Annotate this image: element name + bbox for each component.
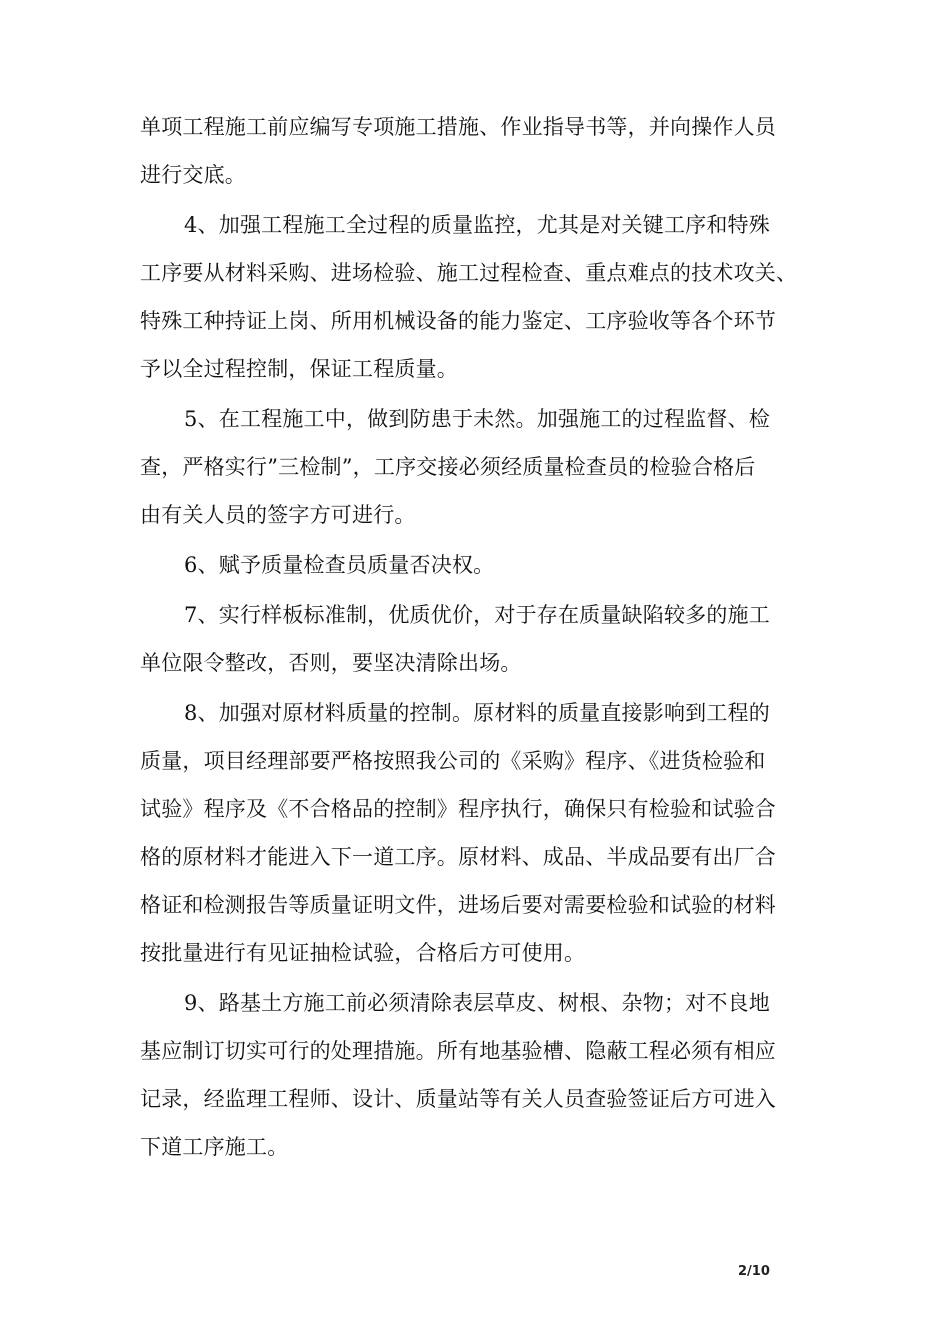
paragraph-item-7 [140, 591, 830, 687]
text-line: 9、路基土方施工前必须清除表层草皮、树根、杂物；对不良地 [184, 991, 770, 1015]
text-line: 4、加强工程施工全过程的质量监控，尤其是对关键工序和特殊 [184, 213, 770, 237]
text-line: 单位限令整改，否则，要坚决清除出场。 [140, 651, 522, 675]
paragraph-item-8 [140, 689, 830, 977]
text-line: 8、加强对原材料质量的控制。原材料的质量直接影响到工程的 [184, 701, 770, 725]
text-line: 查，严格实行”三检制”，工序交接必须经质量检查员的检验合格后 [140, 455, 756, 479]
text-line: 下道工序施工。 [140, 1135, 289, 1159]
paragraph-1 [140, 103, 830, 199]
text-line: 7、实行样板标准制，优质优价，对于存在质量缺陷较多的施工 [184, 603, 770, 627]
text-line: 基应制订切实可行的处理措施。所有地基验槽、隐蔽工程必须有相应 [140, 1039, 776, 1063]
text-line: 5、在工程施工中，做到防患于未然。加强施工的过程监督、检 [184, 407, 770, 431]
text-line: 特殊工种持证上岗、所用机械设备的能力鉴定、工序验收等各个环节 [140, 309, 776, 333]
text-line: 单项工程施工前应编写专项施工措施、作业指导书等，并向操作人员 [140, 115, 776, 139]
text-line: 6、赋予质量检查员质量否决权。 [184, 553, 495, 577]
text-line: 工序要从材料采购、进场检验、施工过程检查、重点难点的技术攻关、 [140, 261, 798, 285]
text-line: 格的原材料才能进入下一道工序。原材料、成品、半成品要有出厂合 [140, 845, 776, 869]
text-line: 格证和检测报告等质量证明文件，进场后要对需要检验和试验的材料 [140, 893, 776, 917]
document-body [140, 103, 830, 1171]
text-line: 质量，项目经理部要严格按照我公司的《采购》程序、《进货检验和 [140, 749, 766, 773]
paragraph-item-5 [140, 395, 830, 539]
text-line: 按批量进行有见证抽检试验，合格后方可使用。 [140, 941, 586, 965]
paragraph-item-4 [140, 201, 830, 393]
paragraph-item-9 [140, 979, 830, 1171]
text-line: 记录，经监理工程师、设计、质量站等有关人员查验签证后方可进入 [140, 1087, 776, 1111]
text-line: 由有关人员的签字方可进行。 [140, 503, 416, 527]
text-line: 试验》程序及《不合格品的控制》程序执行，确保只有检验和试验合 [140, 797, 776, 821]
paragraph-item-6 [140, 541, 830, 589]
text-line: 予以全过程控制，保证工程质量。 [140, 357, 458, 381]
page-number: 2/10 [738, 1264, 770, 1279]
text-line: 进行交底。 [140, 163, 246, 187]
